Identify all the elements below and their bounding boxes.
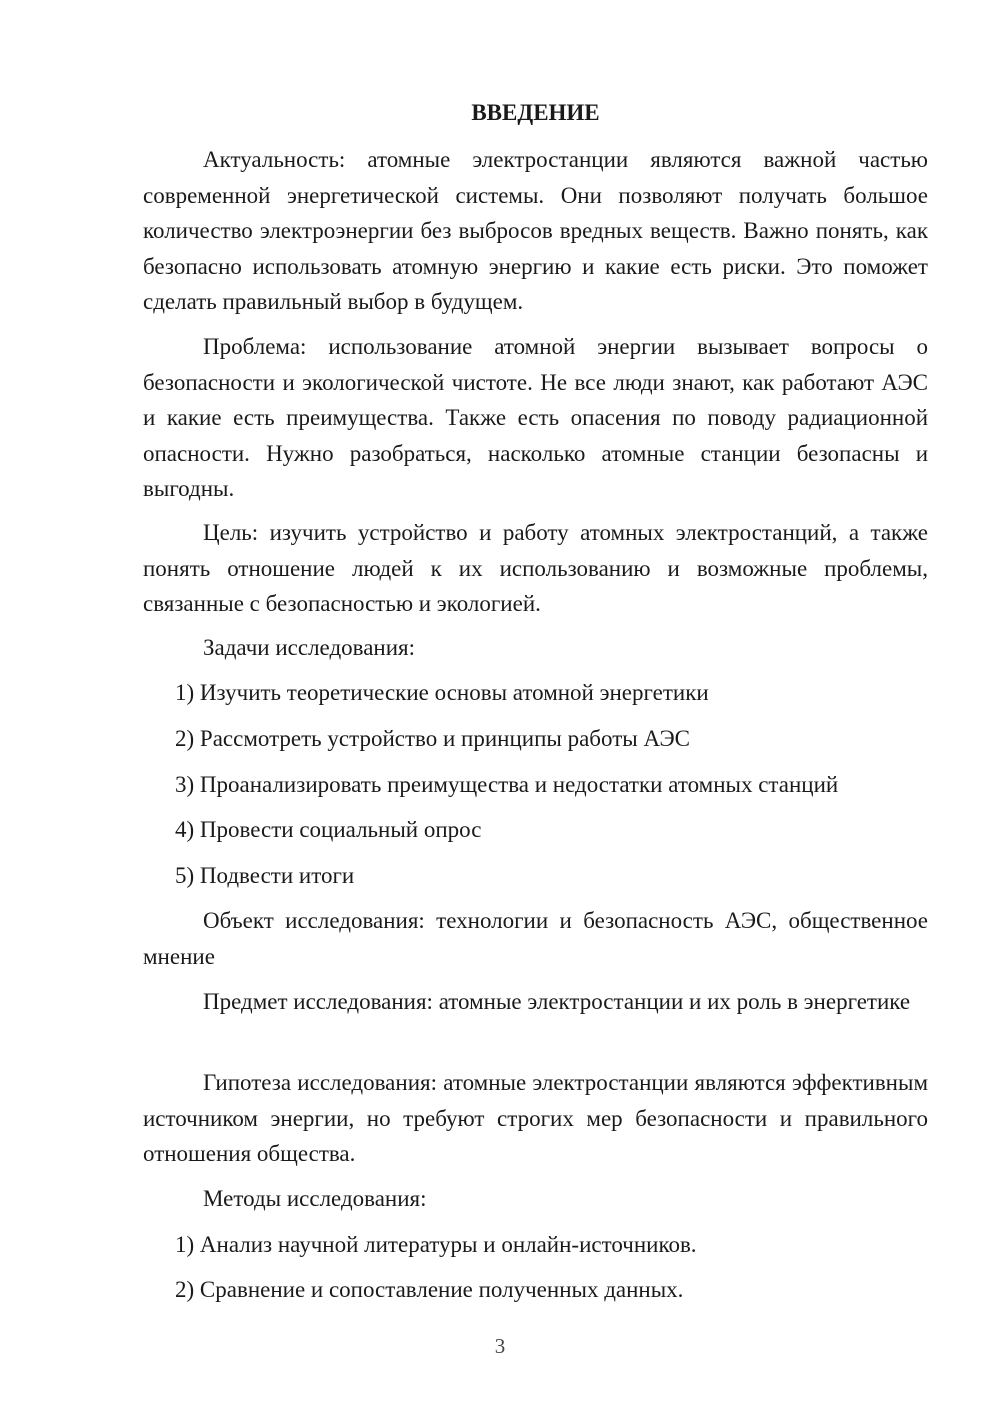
methods-title: Методы исследования: [203, 1186, 427, 1211]
task-item-2: 2) Рассмотреть устройство и принципы работы АЭС [175, 726, 691, 751]
paragraph-relevance: Актуальность: атомные электростанции являются важной частью современной энергетической системы. Они позволяют получать большое количество электроэнергии без выбросов вредных веществ. Важно понять, как безопасно использовать атомную энергию и какие есть риски. Это поможет сделать правильный выбор в будущем. [143, 147, 928, 314]
method-item-1: 1) Анализ научной литературы и онлайн-источников. [175, 1232, 697, 1257]
task-item-4: 4) Провести социальный опрос [175, 817, 482, 842]
paragraph-object: Объект исследования: технологии и безопасность АЭС, общественное мнение [143, 908, 928, 969]
task-item-3: 3) Проанализировать преимущества и недостатки атомных станций [175, 772, 839, 797]
paragraph-subject: Предмет исследования: атомные электростанции и их роль в энергетике [203, 989, 911, 1014]
task-item-1: 1) Изучить теоретические основы атомной энергетики [175, 680, 709, 705]
page-number: 3 [494, 1334, 506, 1358]
method-item-2: 2) Сравнение и сопоставление полученных данных. [175, 1277, 684, 1302]
section-heading: ВВЕДЕНИЕ [471, 100, 600, 125]
paragraph-hypothesis: Гипотеза исследования: атомные электростанции являются эффективным источником энергии, но требуют строгих мер безопасности и правильного отношения общества. [143, 1070, 928, 1166]
tasks-title: Задачи исследования: [203, 635, 416, 660]
paragraph-goal: Цель: изучить устройство и работу атомных электростанций, а также понять отношение людей к их использованию и возможные проблемы, связанные с безопасностью и экологией. [143, 520, 928, 616]
task-item-5: 5) Подвести итоги [175, 863, 355, 888]
paragraph-problem: Проблема: использование атомной энергии вызывает вопросы о безопасности и экологической чистоте. Не все люди знают, как работают АЭС и какие есть преимущества. Также есть опасения по поводу радиационной опасности. Нужно разобраться, насколько атомные станции безопасны и выгодны. [143, 334, 928, 501]
